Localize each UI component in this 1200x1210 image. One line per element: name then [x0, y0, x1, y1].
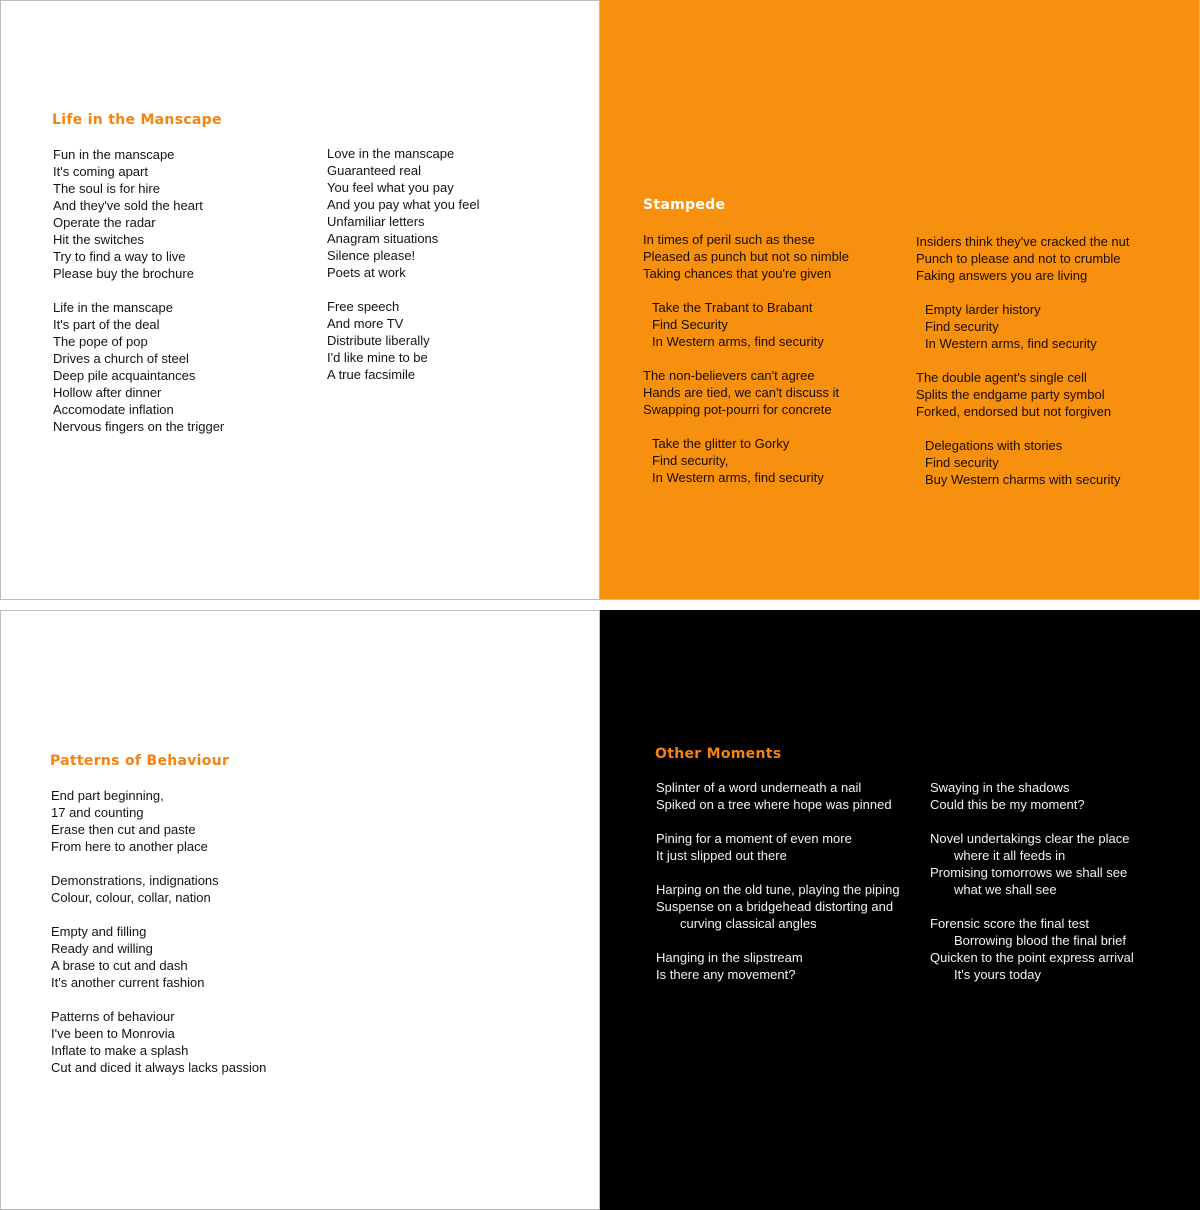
page-life-in-the-manscape — [0, 0, 600, 600]
lyric-line: Colour, colour, collar, nation — [51, 890, 211, 905]
lyric-line: Pining for a moment of even more — [656, 831, 852, 846]
lyric-line: Hands are tied, we can't discuss it — [643, 385, 840, 400]
lyric-line: Fun in the manscape — [53, 147, 175, 162]
lyric-line: what we shall see — [954, 882, 1057, 897]
lyric-line: It just slipped out there — [656, 848, 787, 863]
lyric-line: Faking answers you are living — [916, 268, 1088, 283]
lyric-line: Borrowing blood the final brief — [954, 933, 1126, 948]
lyric-line: Pleased as punch but not so nimble — [643, 249, 849, 264]
lyric-line: Swaying in the shadows — [930, 780, 1070, 795]
lyric-line: Distribute liberally — [327, 333, 430, 348]
lyric-line: Life in the manscape — [53, 300, 173, 315]
lyric-line: Forked, endorsed but not forgiven — [916, 404, 1112, 419]
lyric-line: Free speech — [327, 299, 400, 314]
lyric-line: The double agent's single cell — [916, 370, 1087, 385]
lyric-line: Find security — [925, 319, 999, 334]
page-stampede — [600, 0, 1200, 600]
lyric-line: Delegations with stories — [925, 438, 1063, 453]
lyric-line: Find security — [925, 455, 999, 470]
lyric-line: Harping on the old tune, playing the piping — [656, 882, 900, 897]
lyric-line: Insiders think they've cracked the nut — [916, 234, 1130, 249]
lyric-line: In Western arms, find security — [652, 334, 824, 349]
lyrics-column-2 — [916, 233, 1129, 488]
lyric-line: Hollow after dinner — [53, 385, 162, 400]
lyric-line: Splinter of a word underneath a nail — [656, 780, 862, 795]
lyric-line: Demonstrations, indignations — [51, 873, 219, 888]
lyric-line: Guaranteed real — [327, 163, 421, 178]
lyric-line: Drives a church of steel — [53, 351, 189, 366]
lyric-line: Silence please! — [327, 248, 416, 263]
lyric-line: Punch to please and not to crumble — [916, 251, 1121, 266]
lyrics-column-1 — [656, 779, 900, 983]
lyric-line: Unfamiliar letters — [327, 214, 425, 229]
title-stampede: Stampede — [643, 197, 726, 213]
lyrics-column-1 — [53, 146, 224, 435]
lyric-line: Erase then cut and paste — [51, 822, 196, 837]
lyric-line: Forensic score the final test — [930, 916, 1089, 931]
title-other-moments: Other Moments — [655, 746, 782, 762]
lyric-line: Take the Trabant to Brabant — [652, 300, 813, 315]
lyric-line: In times of peril such as these — [643, 232, 815, 247]
lyric-line: Spiked on a tree where hope was pinned — [656, 797, 892, 812]
lyric-line: And you pay what you feel — [327, 197, 480, 212]
lyric-line: Quicken to the point express arrival — [930, 950, 1134, 965]
lyric-line: The pope of pop — [53, 334, 148, 349]
lyric-line: Could this be my moment? — [930, 797, 1085, 812]
lyric-line: In Western arms, find security — [925, 336, 1097, 351]
lyric-line: It's part of the deal — [53, 317, 160, 332]
lyric-line: Swapping pot-pourri for concrete — [643, 402, 832, 417]
lyric-line: Cut and diced it always lacks passion — [51, 1060, 267, 1075]
lyric-line: Splits the endgame party symbol — [916, 387, 1105, 402]
lyric-line: Empty larder history — [925, 302, 1041, 317]
page-patterns-of-behaviour — [0, 610, 600, 1210]
lyric-line: Empty and filling — [51, 924, 147, 939]
lyric-line: End part beginning, — [51, 788, 164, 803]
lyric-line: Operate the radar — [53, 215, 156, 230]
lyric-line: And they've sold the heart — [53, 198, 203, 213]
lyric-line: The soul is for hire — [53, 181, 160, 196]
lyric-line: Buy Western charms with security — [925, 472, 1121, 487]
lyric-line: where it all feeds in — [954, 848, 1066, 863]
lyrics-column-1 — [643, 231, 849, 486]
lyric-line: From here to another place — [51, 839, 208, 854]
lyric-line: A brase to cut and dash — [51, 958, 188, 973]
lyric-line: Nervous fingers on the trigger — [53, 419, 225, 434]
lyrics-column-2 — [327, 145, 480, 383]
lyric-line: Poets at work — [327, 265, 406, 280]
lyric-line: Ready and willing — [51, 941, 153, 956]
lyric-line: It's coming apart — [53, 164, 148, 179]
lyric-line: 17 and counting — [51, 805, 144, 820]
lyrics-column-2 — [930, 779, 1134, 983]
lyric-line: Anagram situations — [327, 231, 439, 246]
lyric-line: Try to find a way to live — [53, 249, 186, 264]
lyrics-column-1 — [51, 787, 266, 1076]
lyric-line: It's another current fashion — [51, 975, 205, 990]
lyric-line: Find security, — [652, 453, 729, 468]
lyric-line: And more TV — [327, 316, 404, 331]
page-other-moments — [600, 610, 1200, 1210]
lyric-line: Find Security — [652, 317, 728, 332]
lyric-line: Inflate to make a splash — [51, 1043, 189, 1058]
lyric-line: A true facsimile — [327, 367, 416, 382]
lyric-line: Taking chances that you're given — [643, 266, 832, 281]
lyric-line: I'd like mine to be — [327, 350, 428, 365]
lyric-line: It's yours today — [954, 967, 1042, 982]
lyric-line: Patterns of behaviour — [51, 1009, 175, 1024]
title-patterns-of-behaviour: Patterns of Behaviour — [50, 753, 230, 769]
lyric-line: Promising tomorrows we shall see — [930, 865, 1128, 880]
lyric-line: Suspense on a bridgehead distorting and — [656, 899, 894, 914]
lyric-line: Take the glitter to Gorky — [652, 436, 790, 451]
lyric-line: You feel what you pay — [327, 180, 454, 195]
lyric-line: In Western arms, find security — [652, 470, 824, 485]
lyric-line: Novel undertakings clear the place — [930, 831, 1130, 846]
lyric-line: Hit the switches — [53, 232, 145, 247]
lyric-line: Love in the manscape — [327, 146, 455, 161]
lyric-line: Please buy the brochure — [53, 266, 194, 281]
lyric-line: Accomodate inflation — [53, 402, 174, 417]
title-life-in-the-manscape: Life in the Manscape — [52, 112, 222, 128]
lyric-line: Hanging in the slipstream — [656, 950, 803, 965]
lyric-line: I've been to Monrovia — [51, 1026, 175, 1041]
lyric-line: The non-believers can't agree — [643, 368, 815, 383]
lyric-line: Is there any movement? — [656, 967, 796, 982]
lyric-line: curving classical angles — [680, 916, 817, 931]
lyric-line: Deep pile acquaintances — [53, 368, 196, 383]
